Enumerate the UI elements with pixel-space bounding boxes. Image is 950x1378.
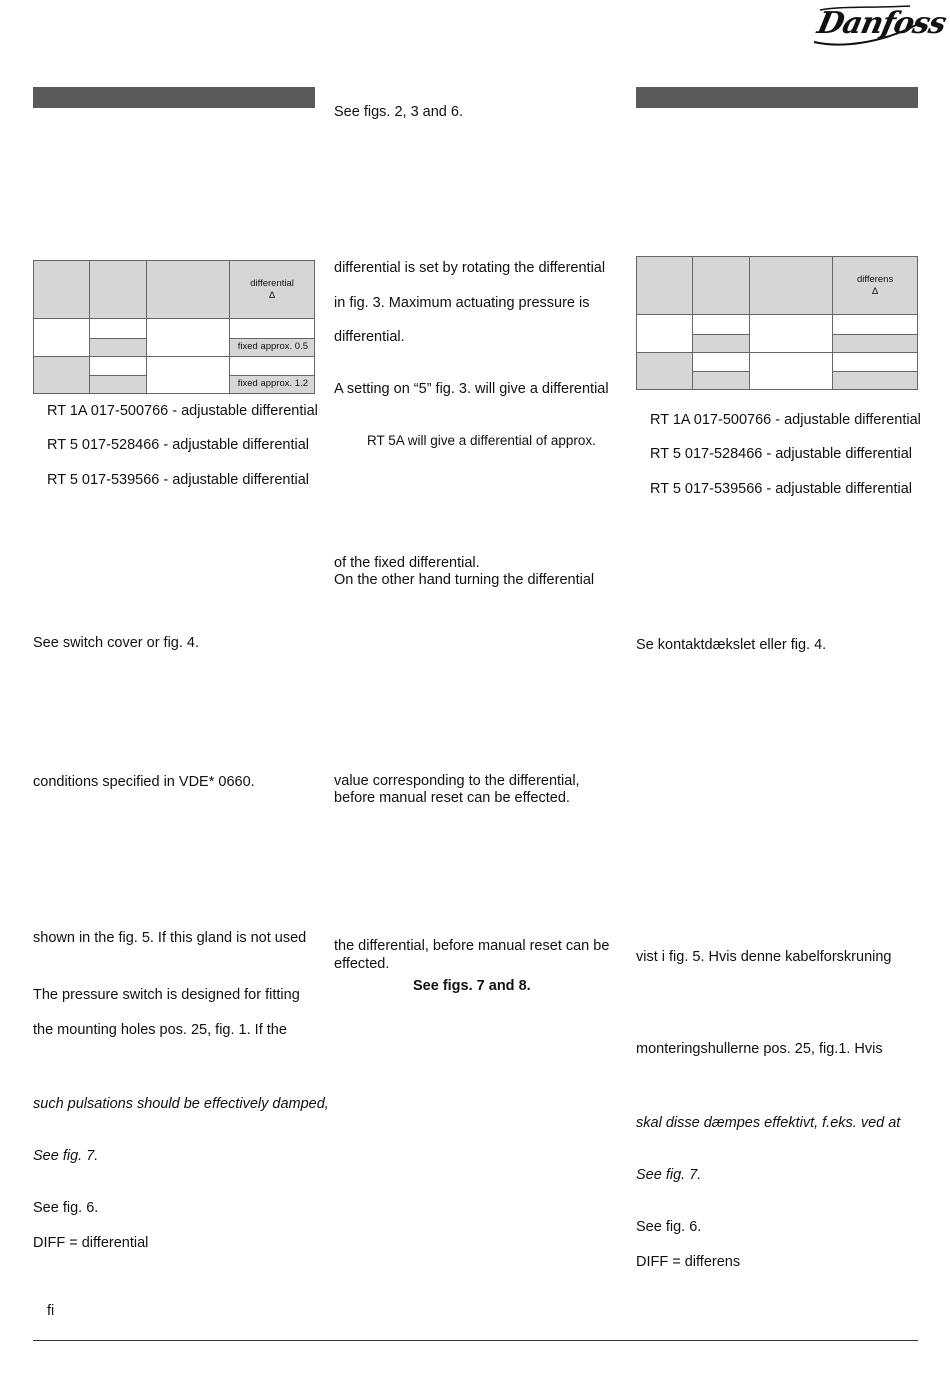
- table-cell: [749, 257, 833, 315]
- table-cell: [89, 375, 146, 393]
- danfoss-logo: [810, 4, 949, 48]
- differential-table-left: [33, 260, 315, 394]
- text-line: monteringshullerne pos. 25, fig.1. Hvis: [636, 1041, 883, 1057]
- table-cell-fixed-2: fixed approx. 1.2: [230, 375, 315, 393]
- text-line: of the fixed differential.: [334, 555, 480, 571]
- text-line: DIFF = differential: [33, 1235, 149, 1251]
- text-line: RT 1A 017-500766 - adjustable differential: [47, 403, 318, 419]
- text-line: On the other hand turning the differential: [334, 572, 595, 588]
- table-cell: [833, 352, 918, 371]
- text-line: before manual reset can be effected.: [334, 790, 570, 806]
- section-header-bar-left: [33, 87, 315, 108]
- table-cell: [146, 261, 230, 319]
- text-line: shown in the fig. 5. If this gland is not used: [33, 930, 307, 946]
- text-line: RT 5 017-539566 - adjustable differential: [47, 472, 309, 488]
- differential-table-right: [636, 256, 918, 390]
- table-cell: [692, 257, 749, 315]
- text-line-italic: See fig. 7.: [636, 1167, 702, 1183]
- text-line-italic: skal disse dæmpes effektivt, f.eks. ved at: [636, 1115, 901, 1131]
- table-cell: [89, 319, 146, 338]
- table-cell: [89, 338, 146, 356]
- table-cell: [89, 261, 146, 319]
- text-line: Se kontaktdækslet eller fig. 4.: [636, 637, 827, 653]
- table-cell: [692, 334, 749, 352]
- text-line: differential.: [334, 329, 405, 345]
- table-cell: [749, 352, 833, 389]
- header-symbol: Δ: [268, 289, 276, 301]
- text-line: The pressure switch is designed for fitting: [33, 987, 300, 1003]
- text-line: effected.: [334, 956, 390, 972]
- table-cell: [34, 261, 90, 319]
- table-cell: [146, 319, 230, 356]
- header-label: differential: [250, 277, 294, 289]
- table-header-differens: [833, 257, 918, 315]
- text-line: vist i fig. 5. Hvis denne kabelforskruning: [636, 949, 892, 965]
- text-line: conditions specified in VDE* 0660.: [33, 774, 255, 790]
- table-header-differential: [230, 261, 315, 319]
- text-line: RT 5 017-528466 - adjustable differential: [650, 446, 912, 462]
- text-line: RT 5 017-528466 - adjustable differential: [47, 437, 309, 453]
- footer-divider: [33, 1340, 918, 1341]
- text-line: the mounting holes pos. 25, fig. 1. If the: [33, 1022, 287, 1038]
- text-line: See switch cover or fig. 4.: [33, 635, 200, 651]
- section-header-bar-right: [636, 87, 918, 108]
- table-cell: [692, 315, 749, 334]
- text-line: the differential, before manual reset can be: [334, 938, 610, 954]
- text-line: A setting on “5” fig. 3. will give a differential: [334, 381, 609, 397]
- table-cell: [637, 352, 693, 389]
- table-cell: [34, 356, 90, 393]
- table-cell: [692, 352, 749, 371]
- text-line: See figs. 2, 3 and 6.: [334, 104, 463, 120]
- text-line: in fig. 3. Maximum actuating pressure is: [334, 295, 590, 311]
- text-line: See fig. 6.: [33, 1200, 99, 1216]
- table-cell: [833, 371, 918, 389]
- header-label: differens: [856, 273, 894, 285]
- table-cell: [749, 315, 833, 352]
- text-line: differential is set by rotating the differential: [334, 260, 606, 276]
- table-cell: [89, 356, 146, 375]
- text-line: RT 1A 017-500766 - adjustable differential: [650, 412, 921, 428]
- table-cell: [692, 371, 749, 389]
- page-fragment: fi: [47, 1303, 55, 1319]
- table-cell: [34, 319, 90, 356]
- table-cell: [146, 356, 230, 393]
- text-line-italic: See fig. 7.: [33, 1148, 99, 1164]
- table-cell: [637, 257, 693, 315]
- table-cell-fixed-1: fixed approx. 0.5: [230, 338, 315, 356]
- header-symbol: Δ: [871, 285, 879, 297]
- text-line-bold: See figs. 7 and 8.: [413, 978, 531, 994]
- table-cell: [230, 319, 315, 338]
- text-line: See fig. 6.: [636, 1219, 702, 1235]
- text-line: value corresponding to the differential,: [334, 773, 580, 789]
- logo-wordmark: Danfoss: [814, 6, 949, 41]
- table-cell: [833, 334, 918, 352]
- table-cell: [637, 315, 693, 352]
- table-cell: [230, 356, 315, 375]
- text-line: RT 5 017-539566 - adjustable differential: [650, 481, 912, 497]
- text-line: RT 5A will give a differential of approx.: [367, 433, 596, 448]
- text-line-italic: such pulsations should be effectively damped,: [33, 1096, 329, 1112]
- table-cell: [833, 315, 918, 334]
- text-line: DIFF = differens: [636, 1254, 741, 1270]
